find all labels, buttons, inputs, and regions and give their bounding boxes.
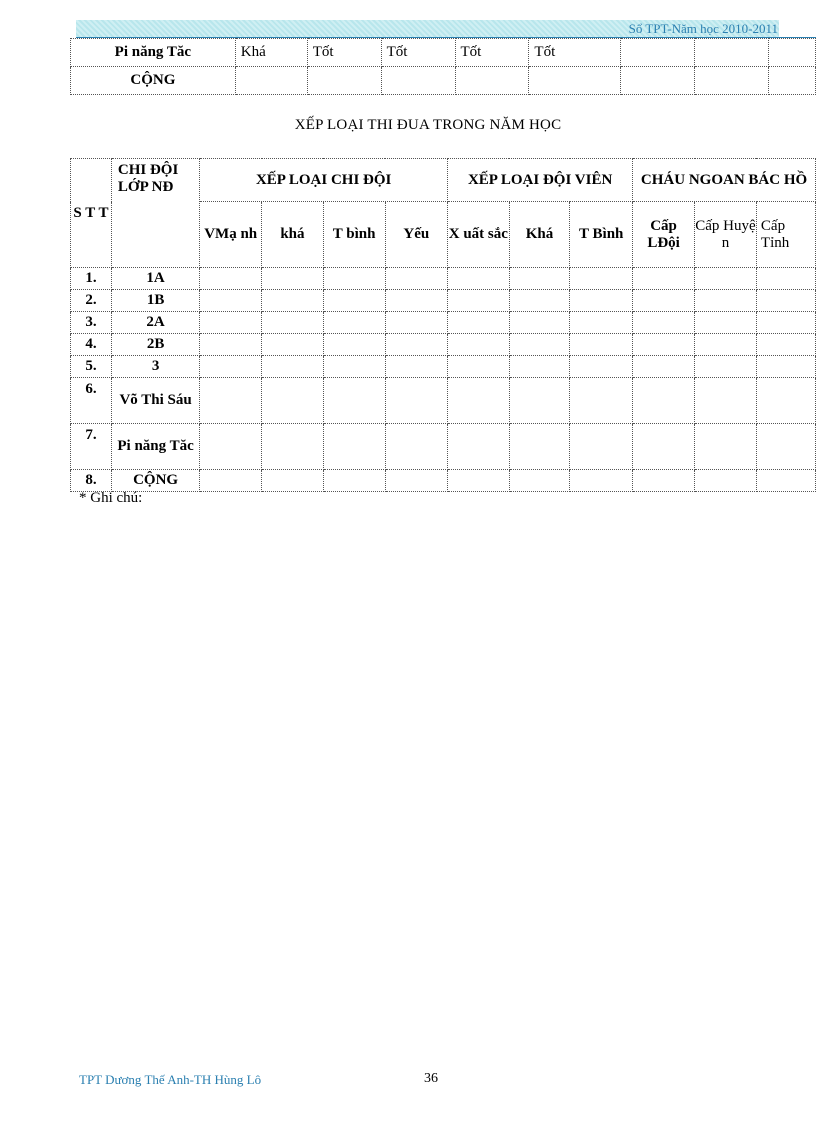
table-row (71, 268, 816, 290)
cell (570, 334, 633, 356)
cell (756, 470, 815, 492)
cell (695, 268, 757, 290)
subheader-cell: Cấp Tỉnh (756, 202, 815, 268)
cell (448, 290, 509, 312)
group-header-doivien: XẾP LOẠI ĐỘI VIÊN (448, 159, 633, 202)
stt-header: S T T (71, 159, 112, 268)
stt-cell: 2. (71, 290, 112, 312)
cell (633, 378, 695, 424)
cell (570, 378, 633, 424)
cell (262, 312, 324, 334)
cell (323, 378, 385, 424)
stt-cell: 7. (71, 424, 112, 470)
cell (385, 312, 448, 334)
header-text: Sổ TPT-Năm học 2010-2011 (628, 21, 778, 36)
group-header-chidoi: XẾP LOẠI CHI ĐỘI (200, 159, 448, 202)
cell (509, 424, 570, 470)
table-row (71, 67, 816, 95)
cell (570, 290, 633, 312)
cell (323, 268, 385, 290)
cell (633, 424, 695, 470)
note-text: * Ghi chú: (79, 490, 143, 506)
cell: Tốt (529, 39, 621, 67)
cell (570, 424, 633, 470)
cell (262, 268, 324, 290)
table-row (71, 39, 816, 67)
cell (695, 290, 757, 312)
cell (756, 290, 815, 312)
cell (695, 356, 757, 378)
cell (262, 334, 324, 356)
cell (633, 290, 695, 312)
cell (756, 356, 815, 378)
cell (570, 356, 633, 378)
cell (262, 290, 324, 312)
subheader-cell: khá (262, 202, 324, 268)
subheader-cell: X uất sắc (448, 202, 509, 268)
cell (323, 312, 385, 334)
cell (509, 470, 570, 492)
cell (529, 67, 621, 95)
cell (570, 312, 633, 334)
cell (633, 470, 695, 492)
cell (756, 378, 815, 424)
cell (455, 67, 529, 95)
cell (695, 312, 757, 334)
cell (200, 470, 262, 492)
table-row (71, 312, 816, 334)
cell (200, 290, 262, 312)
cell (385, 424, 448, 470)
cell (509, 312, 570, 334)
cell (381, 67, 455, 95)
cell (769, 39, 816, 67)
cell (695, 67, 769, 95)
subheader-cell: Cấp LĐội (633, 202, 695, 268)
cell (448, 356, 509, 378)
cell (323, 470, 385, 492)
row-label: Pi năng Tăc (71, 39, 236, 67)
cell (621, 67, 695, 95)
cell (756, 268, 815, 290)
ranking-table (70, 158, 816, 492)
table-row (71, 356, 816, 378)
cell (307, 67, 381, 95)
stt-cell: 8. (71, 470, 112, 492)
cell (200, 378, 262, 424)
cell (509, 378, 570, 424)
stt-cell: 6. (71, 378, 112, 424)
cell: Tốt (307, 39, 381, 67)
chidoi-cell: 1B (111, 290, 199, 312)
cell (448, 334, 509, 356)
cell (756, 424, 815, 470)
subheader-cell: Khá (509, 202, 570, 268)
subheader-cell: T Bình (570, 202, 633, 268)
chidoi-cell: 2A (111, 312, 199, 334)
cell: Khá (235, 39, 307, 67)
cell (633, 356, 695, 378)
summary-table (70, 38, 816, 95)
cell (262, 470, 324, 492)
chidoi-cell: Võ Thi Sáu (111, 378, 199, 424)
page-number: 36 (424, 1071, 438, 1086)
cell (621, 39, 695, 67)
cell (695, 470, 757, 492)
cell (570, 470, 633, 492)
cell (385, 290, 448, 312)
chidoi-cell: 2B (111, 334, 199, 356)
cell (448, 312, 509, 334)
cell (385, 470, 448, 492)
cell (570, 268, 633, 290)
table-row (71, 470, 816, 492)
cell (509, 356, 570, 378)
cell (448, 470, 509, 492)
stt-cell: 4. (71, 334, 112, 356)
table-row (71, 424, 816, 470)
cell (509, 290, 570, 312)
row-label: CỘNG (71, 67, 236, 95)
cell (323, 334, 385, 356)
cell (695, 424, 757, 470)
cell (200, 356, 262, 378)
chidoi-header: CHI ĐỘI LỚP NĐ (111, 159, 199, 268)
cell (385, 356, 448, 378)
chidoi-cell: 3 (111, 356, 199, 378)
cell (448, 424, 509, 470)
cell (323, 424, 385, 470)
cell (633, 268, 695, 290)
cell (448, 268, 509, 290)
cell (385, 378, 448, 424)
cell (633, 312, 695, 334)
cell (769, 67, 816, 95)
cell (695, 39, 769, 67)
table-row (71, 290, 816, 312)
cell (385, 268, 448, 290)
cell (200, 334, 262, 356)
cell (695, 334, 757, 356)
section-title: XẾP LOẠI THI ĐUA TRONG NĂM HỌC (294, 117, 562, 133)
cell (633, 334, 695, 356)
cell (262, 378, 324, 424)
table-row (71, 378, 816, 424)
cell (200, 268, 262, 290)
chidoi-cell: CỘNG (111, 470, 199, 492)
subheader-cell: VMạ nh (200, 202, 262, 268)
chidoi-cell: Pi năng Tăc (111, 424, 199, 470)
subheader-cell: T bình (323, 202, 385, 268)
cell (509, 334, 570, 356)
chidoi-cell: 1A (111, 268, 199, 290)
cell (756, 312, 815, 334)
cell (385, 334, 448, 356)
cell: Tốt (455, 39, 529, 67)
cell (262, 356, 324, 378)
cell (200, 424, 262, 470)
cell (695, 378, 757, 424)
cell (323, 356, 385, 378)
subheader-cell: Cấp Huyệ n (695, 202, 757, 268)
cell (235, 67, 307, 95)
header-row (71, 159, 816, 202)
subheader-cell: Yếu (385, 202, 448, 268)
footer-author: TPT Dương Thế Anh-TH Hùng Lô (79, 1072, 262, 1087)
stt-cell: 5. (71, 356, 112, 378)
group-header-chaungoan: CHÁU NGOAN BÁC HỒ (633, 159, 816, 202)
cell: Tốt (381, 39, 455, 67)
cell (323, 290, 385, 312)
cell (262, 424, 324, 470)
table-row (71, 334, 816, 356)
cell (756, 334, 815, 356)
cell (448, 378, 509, 424)
stt-cell: 3. (71, 312, 112, 334)
stt-cell: 1. (71, 268, 112, 290)
cell (509, 268, 570, 290)
cell (200, 312, 262, 334)
